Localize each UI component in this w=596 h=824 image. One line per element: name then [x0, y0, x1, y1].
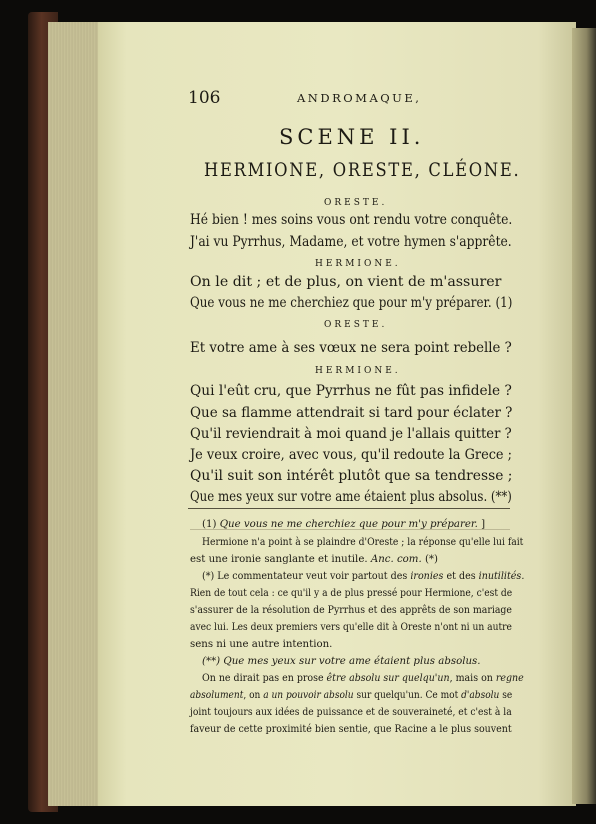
verse-line: On le dit ; et de plus, on vient de m'assurer: [190, 274, 502, 290]
footnote-bracket: ]: [481, 519, 486, 530]
speaker-label: HERMIONE.: [315, 366, 401, 376]
footnote-line: Hermione n'a point à se plaindre d'Oreste ; la réponse qu'elle lui fait: [202, 537, 524, 548]
speaker-label: ORESTE.: [324, 198, 388, 208]
verse-line: Que mes yeux sur votre ame étaient plus absolus. (**): [190, 489, 512, 505]
verse-line: Et votre ame à ses vœux ne sera point rebelle ?: [190, 340, 512, 356]
footnote-quote: Que vous ne me cherchiez que pour m'y préparer.: [219, 519, 478, 530]
footnote-line: (*) Le commentateur veut voir partout des ironies et des inutilités.: [202, 571, 525, 582]
footnote-line: absolument, on a un pouvoir absolu sur quelqu'un. Ce mot d'absolu se: [190, 690, 513, 701]
footnote-line: avec lui. Les deux premiers vers qu'elle dit à Oreste n'ont ni un autre: [190, 622, 512, 633]
right-page-edge: [572, 28, 596, 804]
verse-line: Que sa flamme attendrait si tard pour éclater ?: [190, 405, 513, 421]
footnote-line: joint toujours aux idées de puissance et de souveraineté, et c'est à la: [190, 707, 512, 718]
scene-characters: HERMIONE, ORESTE, CLÉONE.: [204, 159, 521, 181]
footnote-line: On ne dirait pas en prose être absolu sur quelqu'un, mais on regne: [202, 673, 524, 684]
footnote-line: faveur de cette proximité bien sentie, que Racine a le plus souvent: [190, 724, 512, 735]
verse-line: Qu'il reviendrait à moi quand je l'allais quitter ?: [190, 426, 512, 442]
speaker-label: ORESTE.: [324, 320, 388, 330]
footnote-1-quote: [202, 519, 485, 530]
verse-line: Que vous ne me cherchiez que pour m'y préparer. (1): [190, 295, 513, 311]
footnote-rule: [188, 508, 510, 509]
speaker-label: HERMIONE.: [315, 259, 401, 269]
footnote-line: s'assurer de la résolution de Pyrrhus et des apprêts de son mariage: [190, 605, 512, 616]
footnote-line: (**) Que mes yeux sur votre ame étaient plus absolus.: [202, 656, 481, 667]
page-edges: [48, 22, 104, 806]
verse-line: Qui l'eût cru, que Pyrrhus ne fût pas infidele ?: [190, 383, 512, 399]
verse-line: Je veux croire, avec vous, qu'il redoute la Grece ;: [190, 447, 513, 463]
scene-title: SCENE II.: [279, 125, 425, 149]
verse-line: J'ai vu Pyrrhus, Madame, et votre hymen s'apprête.: [190, 234, 512, 250]
verse-line: Qu'il suit son intérêt plutôt que sa tendresse ;: [190, 468, 513, 484]
running-head: ANDROMAQUE,: [297, 91, 422, 105]
footnote-marker: (1): [202, 519, 217, 530]
footnote-line: Rien de tout cela : ce qu'il y a de plus pressé pour Hermione, c'est de: [190, 588, 513, 599]
verse-line: Hé bien ! mes soins vous ont rendu votre conquête.: [190, 212, 513, 228]
footnote-line: sens ni une autre intention.: [190, 639, 333, 650]
footnote-line: est une ironie sanglante et inutile. Anc. com. (*): [190, 554, 438, 565]
page-number: 106: [188, 88, 221, 108]
